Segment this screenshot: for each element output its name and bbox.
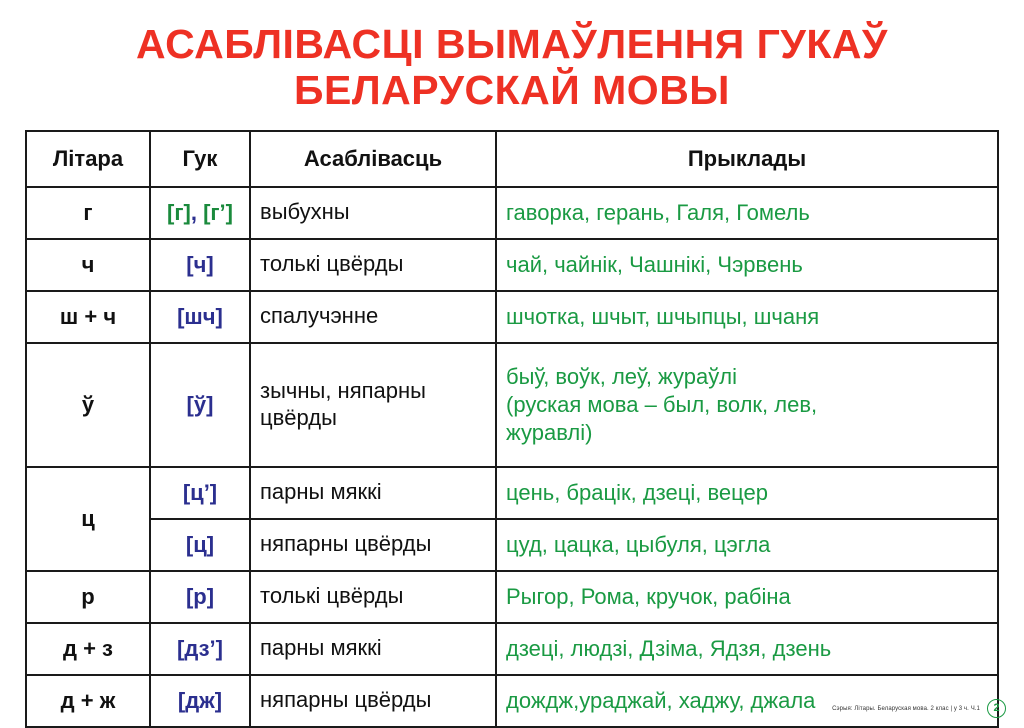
cell-sound: [шч] [150, 291, 250, 343]
cell-letter: д + ж [26, 675, 150, 727]
sound-separator: , [190, 199, 204, 225]
cell-letter: ш + ч [26, 291, 150, 343]
cell-feature: выбухны [250, 187, 496, 239]
title-line-1: АСАБЛІВАСЦІ ВЫМАЎЛЕННЯ ГУКАЎ [136, 21, 888, 67]
table-header-row [26, 131, 998, 187]
cell-examples: дождж,ураджай, хаджу, джала [496, 675, 998, 727]
cell-sound: [р] [150, 571, 250, 623]
cell-examples: дзеці, людзі, Дзіма, Ядзя, дзень [496, 623, 998, 675]
cell-examples: цень, брацік, дзеці, вецер [496, 467, 998, 519]
sound-hard: [г] [167, 199, 191, 225]
cell-feature [250, 343, 496, 467]
sound-soft: [г’] [203, 199, 233, 225]
cell-letter: ў [26, 343, 150, 467]
examples-line-2: (руская мова – был, волк, лев, [506, 391, 818, 417]
table-row [26, 291, 998, 343]
feature-line-2: цвёрды [260, 404, 337, 430]
cell-sound: [ц’] [150, 467, 250, 519]
cell-feature: толькі цвёрды [250, 571, 496, 623]
table-row [26, 343, 998, 467]
table-row [26, 519, 998, 571]
column-header-letter: Літара [26, 131, 150, 187]
cell-sound: [дз’] [150, 623, 250, 675]
examples-line-1: быў, воўк, леў, жураўлі [506, 363, 737, 389]
page-title [0, 0, 1024, 114]
cell-feature: толькі цвёрды [250, 239, 496, 291]
cell-examples: шчотка, шчыт, шчыпцы, шчаня [496, 291, 998, 343]
cell-letter: ц [26, 467, 150, 571]
cell-feature: няпарны цвёрды [250, 519, 496, 571]
pronunciation-table [25, 130, 999, 728]
table-row [26, 623, 998, 675]
cell-letter: р [26, 571, 150, 623]
column-header-sound: Гук [150, 131, 250, 187]
cell-examples: чай, чайнік, Чашнікі, Чэрвень [496, 239, 998, 291]
cell-feature: парны мяккі [250, 623, 496, 675]
cell-sound [150, 187, 250, 239]
cell-feature: парны мяккі [250, 467, 496, 519]
cell-examples: цуд, цацка, цыбуля, цэгла [496, 519, 998, 571]
cell-sound: [ч] [150, 239, 250, 291]
table-row [26, 187, 998, 239]
cell-letter: г [26, 187, 150, 239]
title-line-2: БЕЛАРУСКАЙ МОВЫ [294, 66, 730, 113]
column-header-examples: Прыклады [496, 131, 998, 187]
feature-line-1: зычны, няпарны [260, 377, 426, 403]
cell-letter: д + з [26, 623, 150, 675]
column-header-feature: Асаблівасць [250, 131, 496, 187]
cell-letter: ч [26, 239, 150, 291]
footer-caption: Сэрыя: Літары. Беларуская мова. 2 клас | у 3 ч. Ч.1 [832, 705, 980, 712]
cell-examples [496, 343, 998, 467]
page-number-badge: 2 [987, 699, 1006, 718]
table-row [26, 467, 998, 519]
table-row [26, 571, 998, 623]
cell-sound: [дж] [150, 675, 250, 727]
footer [832, 699, 1006, 718]
cell-examples: гаворка, герань, Галя, Гомель [496, 187, 998, 239]
cell-sound: [ц] [150, 519, 250, 571]
table-row [26, 239, 998, 291]
cell-examples: Рыгор, Рома, кручок, рабіна [496, 571, 998, 623]
cell-feature: няпарны цвёрды [250, 675, 496, 727]
cell-sound: [ў] [150, 343, 250, 467]
examples-line-3: журавлі) [506, 419, 593, 445]
cell-feature: спалучэнне [250, 291, 496, 343]
